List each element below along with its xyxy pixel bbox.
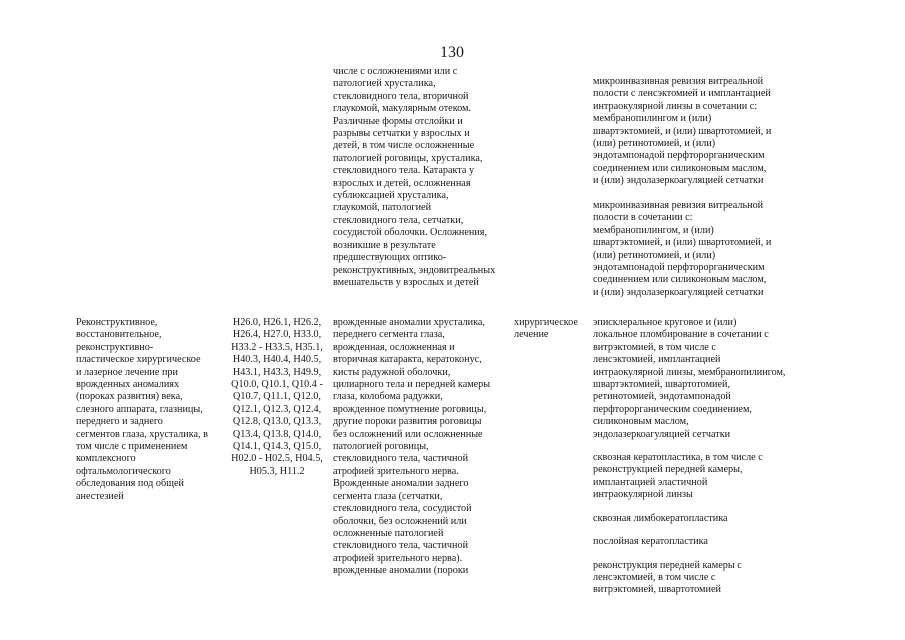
treatment-type: хирургическое лечение: [514, 317, 578, 341]
page-number: 130: [440, 44, 464, 61]
treatment-method: эписклеральное круговое и (или) локальное пломбирование в сочетании с витрэктомией, в том числе с ленсэктомией, имплантацией интраокулярной линзы, мембранопилингом, швартэктомией, швартотомией, ретинотомией, эндотампонадой перфторорганическим соединением, силиконовым маслом, эндолазеркоагуляцией сетчатки: [593, 317, 786, 440]
treatment-method: реконструкция передней камеры с ленсэктомией, в том числе с витрэктомией, швартотомией: [593, 559, 742, 596]
disease-description: врожденные аномалии хрусталика, переднего сегмента глаза, врожденная, осложненная и вторичная катаракта, кератоконус, кисты радужной оболочки, цилиарного тела и передней камеры глаза, колобома радужки, врожденное помутнение роговицы, другие пороки развития роговицы без осложнений или осложненные патологией роговицы, стекловидного тела, частичной атрофией зрительного нерва. Врожденные аномалии заднего сегмента глаза (сетчатки, стекловидного тела, сосудистой оболочки, без осложнений или осложненные патологией стекловидного тела, частичной атрофией зрительного нерва). врожденные аномалии (пороки: [333, 317, 491, 577]
treatment-methods-list: [593, 317, 823, 608]
icd-codes: H26.0, H26.1, H26.2, H26.4, H27.0, H33.0, H33.2 - H33.5, H35.1, H40.3, H40.4, H40.5, H43.1, H43.3, H49.9, Q10.0, Q10.1, Q10.4 - Q10.7, Q11.1, Q12.0, Q12.1, Q12.3, Q12.4, Q12.8, Q13.0, Q13.3, Q13.4, Q13.8, Q14.0, Q14.1, Q14.3, Q15.0, H02.0 - H02.5, H04.5, H05.3, H11.2: [231, 317, 323, 477]
treatment-method: микроинвазивная ревизия витреальной полости в сочетании с: мембранопилингом, и (или) швартэктомией, и (или) швартотомией, и (или) ретинотомией, и (или) эндотампонадой перфторорганическим соединением или силиконовым маслом, и (или) эндолазеркоагуляцией сетчатки: [593, 200, 772, 298]
disease-description-continued: числе с осложнениями или с патологией хрусталика, стекловидного тела, вторичной глаукомой, макулярным отеком. Различные формы отслойки и разрывы сетчатки у взрослых и детей, в том числе осложненные патологией роговицы, хрусталика, стекловидного тела. Катаракта у взрослых и детей, осложненная сублюксацией хрусталика, глаукомой, патологией стекловидного тела, сетчатки, сосудистой оболочки. Осложнения, возникшие в результате предшествующих оптико- реконструктивных, эндовитреальных вмешательств у взрослых и детей: [333, 66, 496, 288]
care-profile-description: Реконструктивное, восстановительное, реконструктивно- пластическое хирургическое и лазерное лечение при врожденных аномалиях (пороках развития) века, слезного аппарата, глазницы, переднего и заднего сегментов глаза, хрусталика, в том числе с применением комплексного офтальмологического обследования под общей анестезией: [76, 317, 208, 502]
treatment-method: послойная кератопластика: [593, 536, 708, 548]
treatment-method: микроинвазивная ревизия витреальной полости с ленсэктомией и имплантацией интраокулярной линзы в сочетании с: мембранопилингом и (или) швартэктомией, и (или) швартотомией, и (или) ретинотомией, и (или) эндотампонадой перфторорганическим соединением или силиконовым маслом, и (или) эндолазеркоагуляцией сетчатки: [593, 76, 772, 187]
treatment-method: сквозная кератопластика, в том числе с реконструкцией передней камеры, имплантацией эластичной интраокулярной линзы: [593, 452, 763, 501]
treatment-method: сквозная лимбокератопластика: [593, 512, 728, 524]
